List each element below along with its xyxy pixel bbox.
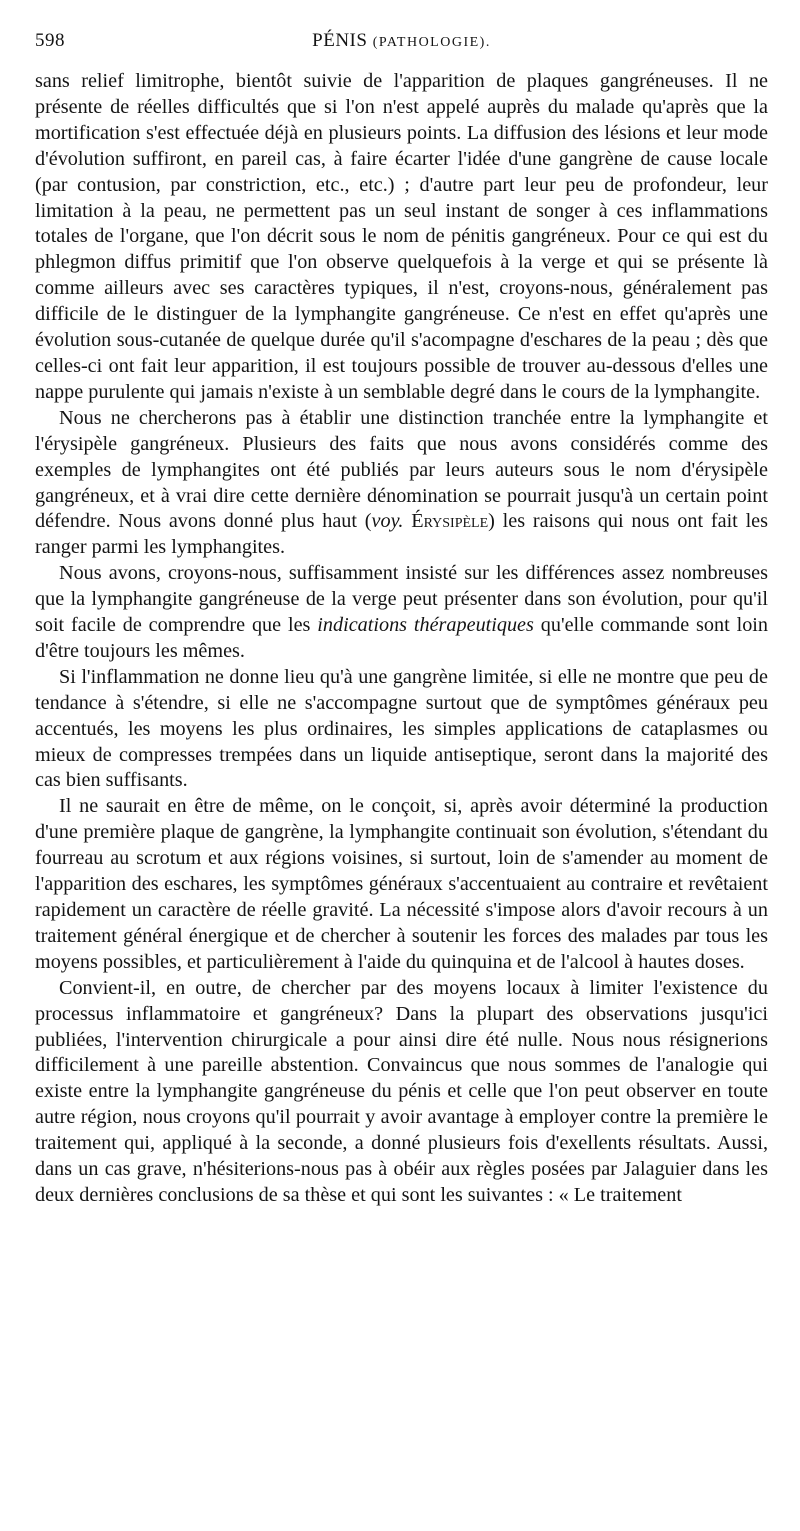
body-text [35,69,768,1209]
paragraph-text: sans relief limitrophe, bientôt suivie de l'apparition de plaques gangréneuses. Il ne présente de réelles difficultés que si l'on n'est appelé auprès du malade qu'après que la mortification s'est effectuée déjà en plusieurs points. La diffusion des lésions et leur mode d'évolution suffiront, en pareil cas, à faire écarter l'idée d'une gangrène de cause locale (par contusion, par constriction, etc., etc.) ; d'autre part leur peu de profondeur, leur limitation à la peau, ne permettent pas un seul instant de songer à ces inflammations totales de l'organe, que l'on décrit sous le nom de pénitis gangréneux. Pour ce qui est du phlegmon diffus primitif que l'on observe quelquefois à la verge et qui se présente là comme ailleurs avec ses caractères typiques, il n'est, croyons-nous, généralement pas difficile de le distinguer de la lymphangite gangréneuse. Ce n'est en effet qu'après une évolution sous-cutanée de quelque durée qu'il s'acompagne d'eschares de la peau ; dès que celles-ci ont fait leur apparition, il est toujours possible de trouver au-dessous d'elles une nappe purulente qui jamais n'existe à un semblable degré dans le cours de la lymphangite. [35,70,768,403]
running-title [35,30,768,52]
paragraph [35,406,768,561]
paragraph [35,665,768,795]
italic-text: indications thérapeutiques [317,614,534,637]
running-header [35,28,768,62]
paragraph-text: Convient-il, en outre, de chercher par des moyens locaux à limiter l'existence du processus inflammatoire et gangréneux? Dans la plupart des observations jusqu'ici publiées, l'intervention chirurgicale a pour ainsi dire été nulle. Nous nous résignerions difficilement à une pareille abstention. Convaincus que nous sommes de l'analogie qui existe entre la lymphangite gangréneuse du pénis et celle que l'on peut observer en toute autre région, nous croyons qu'il pourrait y avoir avantage à employer contre la première le traitement qui, appliqué à la seconde, a donné plusieurs fois d'exellents résultats. Aussi, dans un cas grave, n'hésiterions-nous pas à obéir aux règles posées par Jalaguier dans les deux dernières conclusions de sa thèse et qui sont les suivantes : « Le traitement [35,976,768,1206]
paragraph [35,976,768,1209]
paragraph [35,794,768,975]
italic-text: voy. [371,510,404,533]
header-subtitle: (PATHOLOGIE). [372,35,491,50]
paragraph [35,561,768,665]
book-page [35,28,768,1209]
paragraph-text: Si l'inflammation ne donne lieu qu'à une gangrène limitée, si elle ne montre que peu de tendance à s'étendre, si elle ne s'accompagne surtout que de symptômes généraux peu accentués, les moyens les plus ordinaires, les simples applications de cataplasmes ou mieux de compresses trempées dans un liquide antiseptique, seront dans la majorité des cas bien suffisants. [35,665,768,792]
paragraph-text: Nous avons, croyons-nous, suffisamment insisté sur les différences assez nombreuses que la lymphangite gangréneuse de la verge peut présenter dans son évolution, pour qu'il soit facile de comprendre que les [35,562,768,637]
paragraph [35,69,768,406]
page-number: 598 [35,30,65,51]
paragraph-text: ) les raisons qui nous ont fait les ranger parmi les lymphangites. [35,510,768,559]
paragraph-text: Nous ne chercherons pas à établir une distinction tranchée entre la lymphangite et l'érysipèle gangréneux. Plusieurs des faits que nous avons considérés comme des exemples de lymphangites ont été publiés par leurs auteurs sous le nom d'érysipèle gangréneux, et à vrai dire cette dernière dénomination se pourrait jusqu'à un certain point défendre. Nous avons donné plus haut ( [35,406,768,533]
paragraph-text: qu'elle commande sont loin d'être toujours les mêmes. [35,614,768,662]
header-title: PÉNIS [312,30,368,51]
small-caps-reference: Érysipèle [411,510,489,533]
paragraph-text: Il ne saurait en être de même, on le conçoit, si, après avoir déterminé la production d'une première plaque de gangrène, la lymphangite continuait son évolution, s'étendant du fourreau au scrotum et aux régions voisines, si surtout, loin de s'amender au moment de l'apparition des eschares, les symptômes généraux s'accentuaient au contraire et revêtaient rapidement un caractère de réelle gravité. La nécessité s'impose alors d'avoir recours à un traitement général énergique et de chercher à soutenir les forces des malades par tous les moyens possibles, et particulièrement à l'aide du quinquina et de l'alcool à hautes doses. [35,795,768,973]
